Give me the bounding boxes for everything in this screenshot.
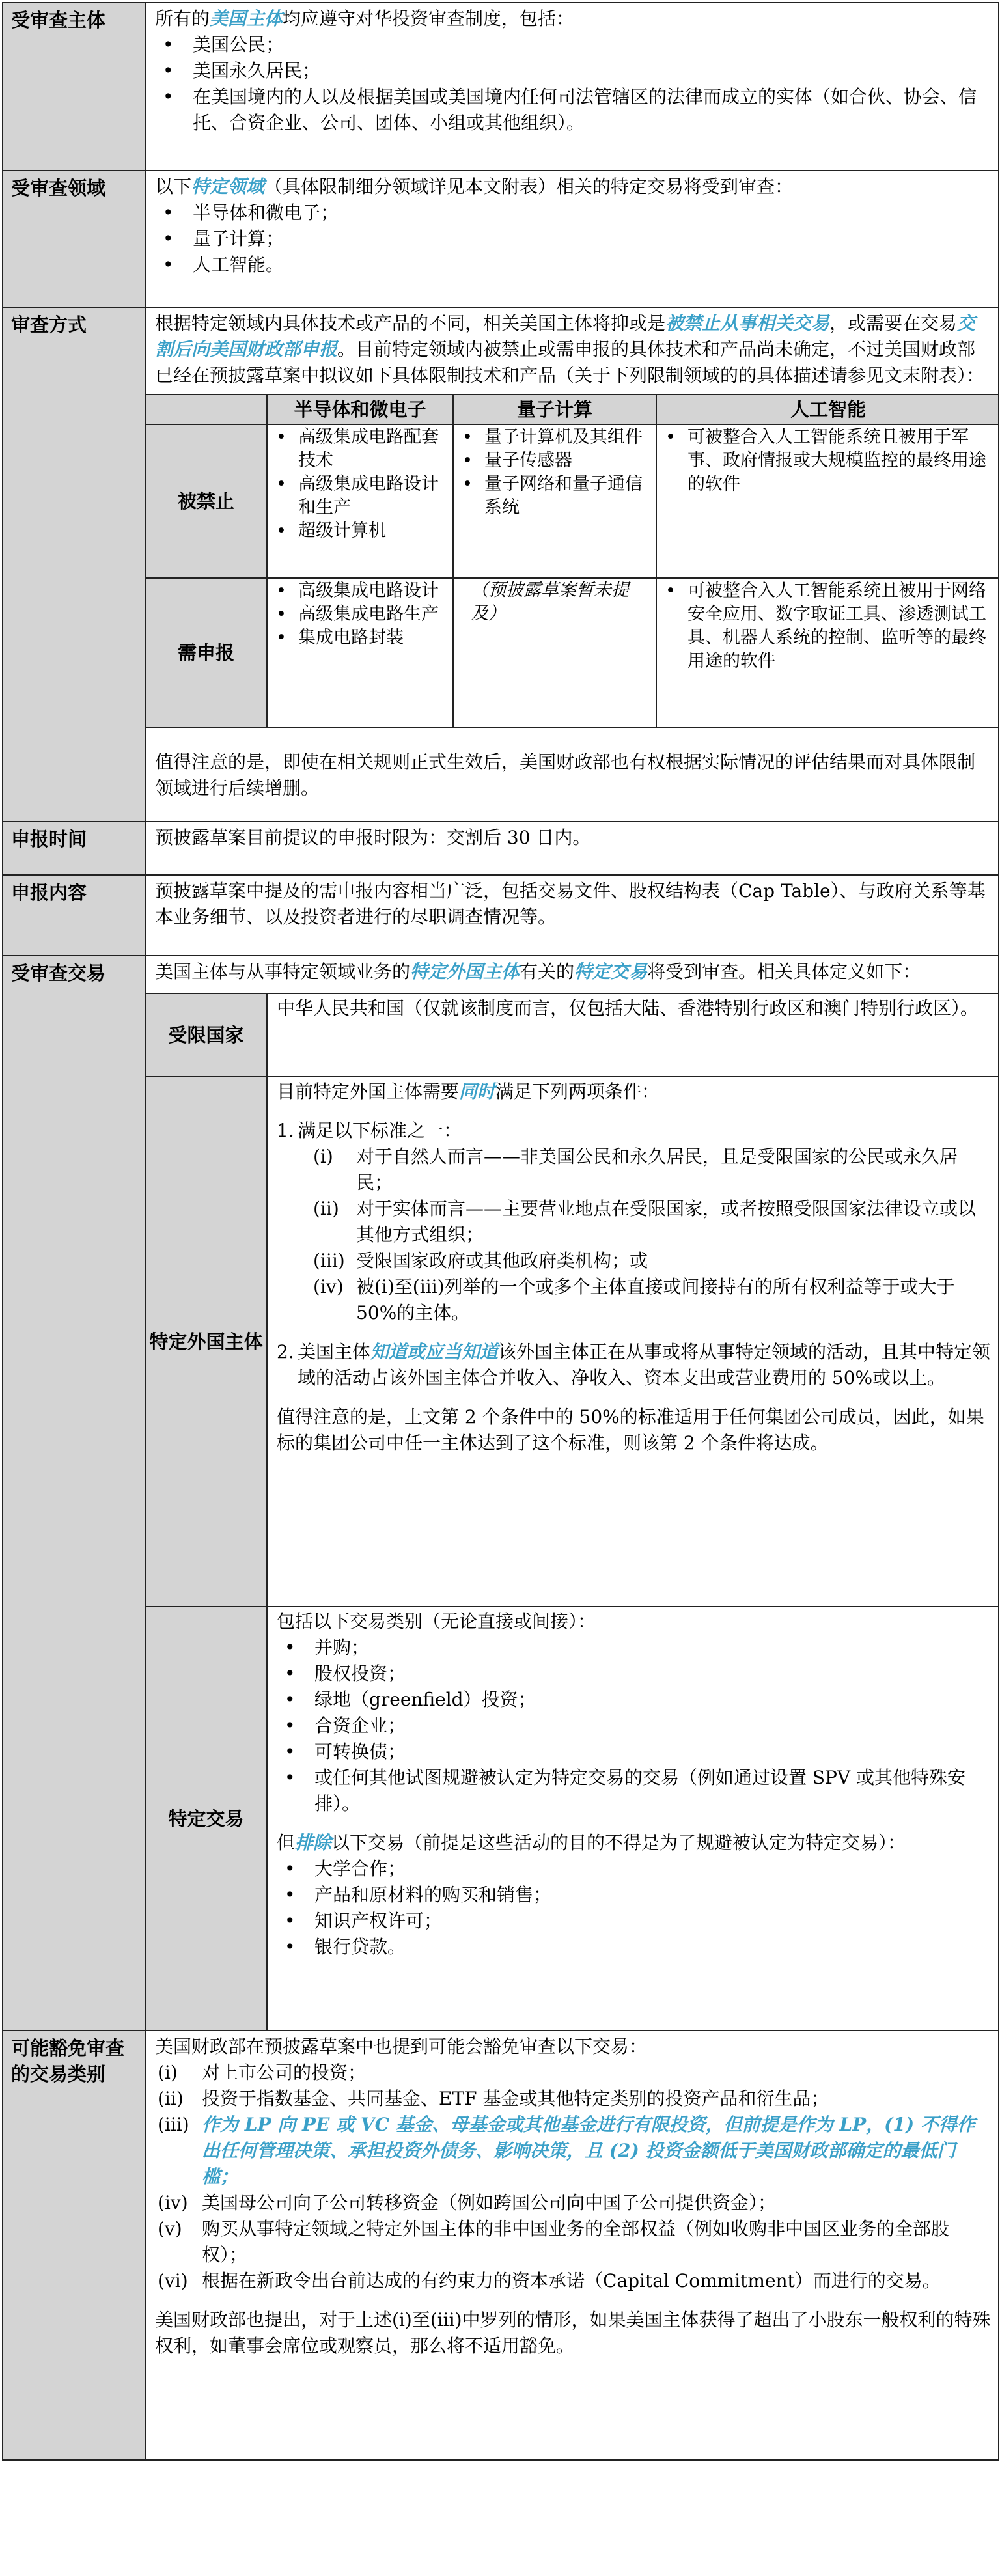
list-item bbox=[313, 1196, 993, 1248]
content-exemptions bbox=[145, 2030, 999, 2460]
method-para-em1: 被禁止从事相关交易 bbox=[665, 312, 830, 334]
list-item: • 人工智能。 bbox=[155, 252, 992, 278]
condition-number: 1. bbox=[277, 1120, 294, 1141]
list-item: • 半导体和微电子； bbox=[155, 200, 992, 226]
def-content-restricted: 中华人民共和国（仅就该制度而言，仅包括大陆、香港特别行政区和澳门特别行政区）。 bbox=[267, 993, 999, 1077]
condition-1 bbox=[277, 1118, 993, 1144]
condition-number: 2. bbox=[277, 1341, 294, 1363]
item-number: (iv) bbox=[158, 2192, 188, 2213]
exempt-note: 美国财政部也提出，对于上述(i)至(iii)中罗列的情形，如果美国主体获得了超出了小股东一般权利的特殊权利，如董事会席位或观察员，那么将不适用豁免。 bbox=[155, 2309, 991, 2357]
list-item bbox=[313, 1274, 993, 1326]
item-text: 对于自然人而言——非美国公民和永久居民，且是受限国家的公民或永久居民； bbox=[356, 1146, 958, 1193]
method-note: 值得注意的是，即使在相关规则正式生效后，美国财政部也有权根据实际情况的评估结果而对具体限制领域进行后续增删。 bbox=[155, 751, 976, 799]
def-row-foreign bbox=[146, 1077, 999, 1607]
content-subject bbox=[145, 3, 999, 171]
item-number: (ii) bbox=[158, 2088, 184, 2109]
foreign-intro bbox=[277, 1079, 993, 1105]
list-item: • 知识产权许可； bbox=[277, 1908, 993, 1934]
matrix-row-label: 需申报 bbox=[146, 578, 267, 728]
method-para-em2: 交割后向美国财政部申报 bbox=[155, 312, 976, 360]
transaction-definitions bbox=[146, 993, 999, 2030]
method-para-a: 根据特定领域内具体技术或产品的不同，相关美国主体将抑或是 bbox=[155, 312, 666, 334]
label-transactions: 受审查交易 bbox=[3, 956, 145, 2030]
list-item: • 并购； bbox=[277, 1635, 993, 1661]
subject-list bbox=[155, 32, 992, 136]
item-number: (iii) bbox=[313, 1250, 345, 1271]
trans-intro bbox=[146, 956, 998, 993]
list-item: • 股权投资； bbox=[277, 1661, 993, 1687]
list-item bbox=[155, 2112, 992, 2190]
matrix-cell-ai bbox=[656, 424, 999, 578]
content-content: 预披露草案中提及的需申报内容相当广泛，包括交易文件、股权结构表（Cap Table）、与政府关系等基本业务细节、以及投资者进行的尽职调查情况等。 bbox=[145, 875, 999, 956]
matrix-cell-ai bbox=[656, 578, 999, 728]
list-item bbox=[155, 2086, 992, 2112]
quantum-note: （预披露草案暂未提及） bbox=[471, 580, 629, 624]
list-item: • 在美国境内的人以及根据美国或美国境内任何司法管辖区的法律而成立的实体（如合伙、协会、信托、合资企业、公司、团体、小组或其他组织）。 bbox=[155, 84, 992, 136]
list-item: • 美国公民； bbox=[155, 32, 992, 58]
row-field bbox=[3, 171, 999, 307]
restriction-matrix bbox=[146, 394, 999, 728]
def-row-specified bbox=[146, 1607, 999, 2030]
list-item: • 可被整合入人工智能系统且被用于网络安全应用、数字取证工具、渗透测试工具、机器人系统的控制、监听等的最终用途的软件 bbox=[658, 579, 999, 673]
method-para-b: ，或需要在交易 bbox=[829, 312, 958, 334]
trans-intro-em2: 特定交易 bbox=[574, 961, 648, 982]
item-text: 被(i)至(iii)列举的一个或多个主体直接或间接持有的所有权利益等于或大于 50%的主体。 bbox=[356, 1276, 955, 1323]
foreign-intro-a: 目前特定外国主体需要 bbox=[277, 1081, 460, 1102]
item-text: 受限国家政府或其他政府类机构；或 bbox=[356, 1250, 648, 1271]
list-item bbox=[313, 1144, 993, 1196]
field-intro-em: 特定领域 bbox=[191, 176, 265, 197]
content-transactions bbox=[145, 956, 999, 2030]
list-item: • 量子传感器 bbox=[454, 449, 655, 473]
def-content-foreign bbox=[267, 1077, 999, 1607]
matrix-header-blank bbox=[146, 395, 267, 424]
list-item: • 高级集成电路配套技术 bbox=[268, 426, 452, 473]
list-item: • 合资企业； bbox=[277, 1713, 993, 1739]
matrix-row-label: 被禁止 bbox=[146, 424, 267, 578]
list-item bbox=[313, 1248, 993, 1274]
content-field bbox=[145, 171, 999, 307]
condition-2-b: 该外国主体正在从事或将从事特定领域的活动，且其中特定领域的活动占该外国主体合并收入、净收入、资本支出或营业费用的 50%或以上。 bbox=[298, 1341, 991, 1389]
row-content bbox=[3, 875, 999, 956]
item-number: (vi) bbox=[158, 2270, 188, 2292]
subject-intro bbox=[155, 6, 992, 32]
matrix-header-row bbox=[146, 395, 999, 424]
subject-intro-a: 所有的 bbox=[155, 8, 210, 29]
content-method bbox=[145, 307, 999, 822]
def-content-specified bbox=[267, 1607, 999, 2030]
item-number: (iv) bbox=[313, 1276, 344, 1297]
label-subject: 受审查主体 bbox=[3, 3, 145, 171]
specified-list bbox=[277, 1635, 993, 1817]
list-item: • 量子计算机及其组件 bbox=[454, 426, 655, 449]
condition-2-em: 知道或应当知道 bbox=[370, 1341, 499, 1363]
exclusion-a: 但 bbox=[277, 1832, 296, 1853]
trans-intro-b: 有关的 bbox=[520, 961, 575, 982]
condition-1-list bbox=[277, 1144, 993, 1326]
list-item: • 量子计算； bbox=[155, 226, 992, 252]
method-para-c: 。目前特定领域内被禁止或需申报的具体技术和产品尚未确定，不过美国财政部已经在预披露草案中拟议如下具体限制技术和产品（关于下列限制领域的的具体描述请参见文末附表）： bbox=[155, 339, 985, 386]
def-row-restricted bbox=[146, 993, 999, 1077]
list-item: • 大学合作； bbox=[277, 1856, 993, 1882]
matrix-cell-semi bbox=[267, 578, 453, 728]
field-list bbox=[155, 200, 992, 278]
foreign-intro-b: 满足下列两项条件： bbox=[495, 1081, 660, 1102]
label-method: 审查方式 bbox=[3, 307, 145, 822]
list-item bbox=[155, 2190, 992, 2216]
list-item bbox=[155, 2060, 992, 2086]
label-timing: 申报时间 bbox=[3, 822, 145, 875]
field-intro-b: （具体限制细分领域详见本文附表）相关的特定交易将受到审查： bbox=[264, 176, 794, 197]
foreign-intro-em: 同时 bbox=[459, 1081, 496, 1102]
subject-intro-b: 均应遵守对华投资审查制度，包括： bbox=[283, 8, 575, 29]
label-content: 申报内容 bbox=[3, 875, 145, 956]
exempt-intro: 美国财政部在预披露草案中也提到可能会豁免审查以下交易： bbox=[155, 2036, 648, 2057]
specified-intro: 包括以下交易类别（无论直接或间接）： bbox=[277, 1611, 596, 1632]
subject-intro-em: 美国主体 bbox=[210, 8, 283, 29]
condition-2 bbox=[277, 1339, 993, 1391]
list-item bbox=[155, 2268, 992, 2294]
item-text: 对于实体而言——主要营业地点在受限国家，或者按照受限国家法律设立或以其他方式组织； bbox=[356, 1198, 977, 1245]
foreign-note: 值得注意的是，上文第 2 个条件中的 50%的标准适用于任何集团公司成员，因此，如果标的集团公司中任一主体达到了这个标准，则该第 2 个条件将达成。 bbox=[277, 1406, 984, 1454]
row-timing bbox=[3, 822, 999, 875]
exempt-list bbox=[155, 2060, 992, 2294]
field-intro-a: 以下 bbox=[155, 176, 192, 197]
def-label-foreign: 特定外国主体 bbox=[146, 1077, 267, 1607]
item-number: (iii) bbox=[158, 2114, 189, 2135]
list-item: • 美国永久居民； bbox=[155, 58, 992, 84]
list-item: • 银行贷款。 bbox=[277, 1934, 993, 1960]
item-text: 根据在新政令出台前达成的有约束力的资本承诺（Capital Commitment）而进行的交易。 bbox=[202, 2270, 941, 2292]
item-number: (i) bbox=[158, 2062, 178, 2083]
list-item: • 集成电路封装 bbox=[268, 626, 452, 650]
list-item: • 产品和原材料的购买和销售； bbox=[277, 1882, 993, 1908]
row-transactions bbox=[3, 956, 999, 2030]
label-field: 受审查领域 bbox=[3, 171, 145, 307]
item-text: 美国母公司向子公司转移资金（例如跨国公司向中国子公司提供资金）； bbox=[202, 2192, 777, 2213]
matrix-cell-quantum bbox=[453, 424, 656, 578]
matrix-cell-semi bbox=[267, 424, 453, 578]
matrix-row-notify bbox=[146, 578, 999, 728]
list-item: • 可转换债； bbox=[277, 1739, 993, 1765]
list-item: • 高级集成电路生产 bbox=[268, 603, 452, 626]
list-item: • 可被整合入人工智能系统且被用于军事、政府情报或大规模监控的最终用途的软件 bbox=[658, 426, 999, 496]
field-intro bbox=[155, 174, 992, 200]
trans-intro-a: 美国主体与从事特定领域业务的 bbox=[155, 961, 411, 982]
list-item: • 高级集成电路设计和生产 bbox=[268, 473, 452, 519]
list-item: • 量子网络和量子通信系统 bbox=[454, 473, 655, 519]
label-exemptions: 可能豁免审查的交易类别 bbox=[3, 2030, 145, 2460]
def-label-specified: 特定交易 bbox=[146, 1607, 267, 2030]
trans-intro-em1: 特定外国主体 bbox=[410, 961, 520, 982]
item-number: (ii) bbox=[313, 1198, 339, 1219]
matrix-cell-quantum bbox=[453, 578, 656, 728]
row-subject bbox=[3, 3, 999, 171]
exclusion-list bbox=[277, 1856, 993, 1960]
item-text: 购买从事特定领域之特定外国主体的非中国业务的全部权益（例如收购非中国区业务的全部股权）； bbox=[202, 2218, 950, 2265]
item-text: 作为 LP 向 PE 或 VC 基金、母基金或其他基金进行有限投资，但前提是作为 LP，(1) 不得作出任何管理决策、承担投资外债务、影响决策，且 (2) 投资金额低于美国财政部确定的最低门槛； bbox=[202, 2114, 975, 2187]
list-item: • 或任何其他试图规避被认定为特定交易的交易（例如通过设置 SPV 或其他特殊安排）。 bbox=[277, 1765, 993, 1817]
row-method bbox=[3, 307, 999, 822]
matrix-row-prohibited bbox=[146, 424, 999, 578]
exclusion-em: 排除 bbox=[295, 1832, 332, 1853]
list-item: • 超级计算机 bbox=[268, 519, 452, 543]
list-item: • 高级集成电路设计 bbox=[268, 579, 452, 603]
matrix-header-ai: 人工智能 bbox=[656, 395, 999, 424]
item-number: (i) bbox=[313, 1146, 333, 1167]
policy-summary-table bbox=[2, 2, 999, 2461]
def-label-restricted: 受限国家 bbox=[146, 993, 267, 1077]
method-para bbox=[146, 308, 998, 394]
row-exemptions bbox=[3, 2030, 999, 2460]
list-item: • 绿地（greenfield）投资； bbox=[277, 1687, 993, 1713]
trans-intro-c: 将受到审查。相关具体定义如下： bbox=[647, 961, 921, 982]
content-timing: 预披露草案目前提议的申报时限为：交割后 30 日内。 bbox=[145, 822, 999, 875]
matrix-header-quantum: 量子计算 bbox=[453, 395, 656, 424]
item-text: 投资于指数基金、共同基金、ETF 基金或其他特定类别的投资产品和衍生品； bbox=[202, 2088, 829, 2109]
list-item bbox=[155, 2216, 992, 2268]
exclusion-intro bbox=[277, 1830, 993, 1856]
condition-2-a: 美国主体 bbox=[298, 1341, 371, 1363]
item-number: (v) bbox=[158, 2218, 182, 2239]
exclusion-b: 以下交易（前提是这些活动的目的不得是为了规避被认定为特定交易）： bbox=[331, 1832, 906, 1853]
item-text: 对上市公司的投资； bbox=[202, 2062, 367, 2083]
matrix-header-semi: 半导体和微电子 bbox=[267, 395, 453, 424]
condition-text: 满足以下标准之一： bbox=[298, 1120, 462, 1141]
